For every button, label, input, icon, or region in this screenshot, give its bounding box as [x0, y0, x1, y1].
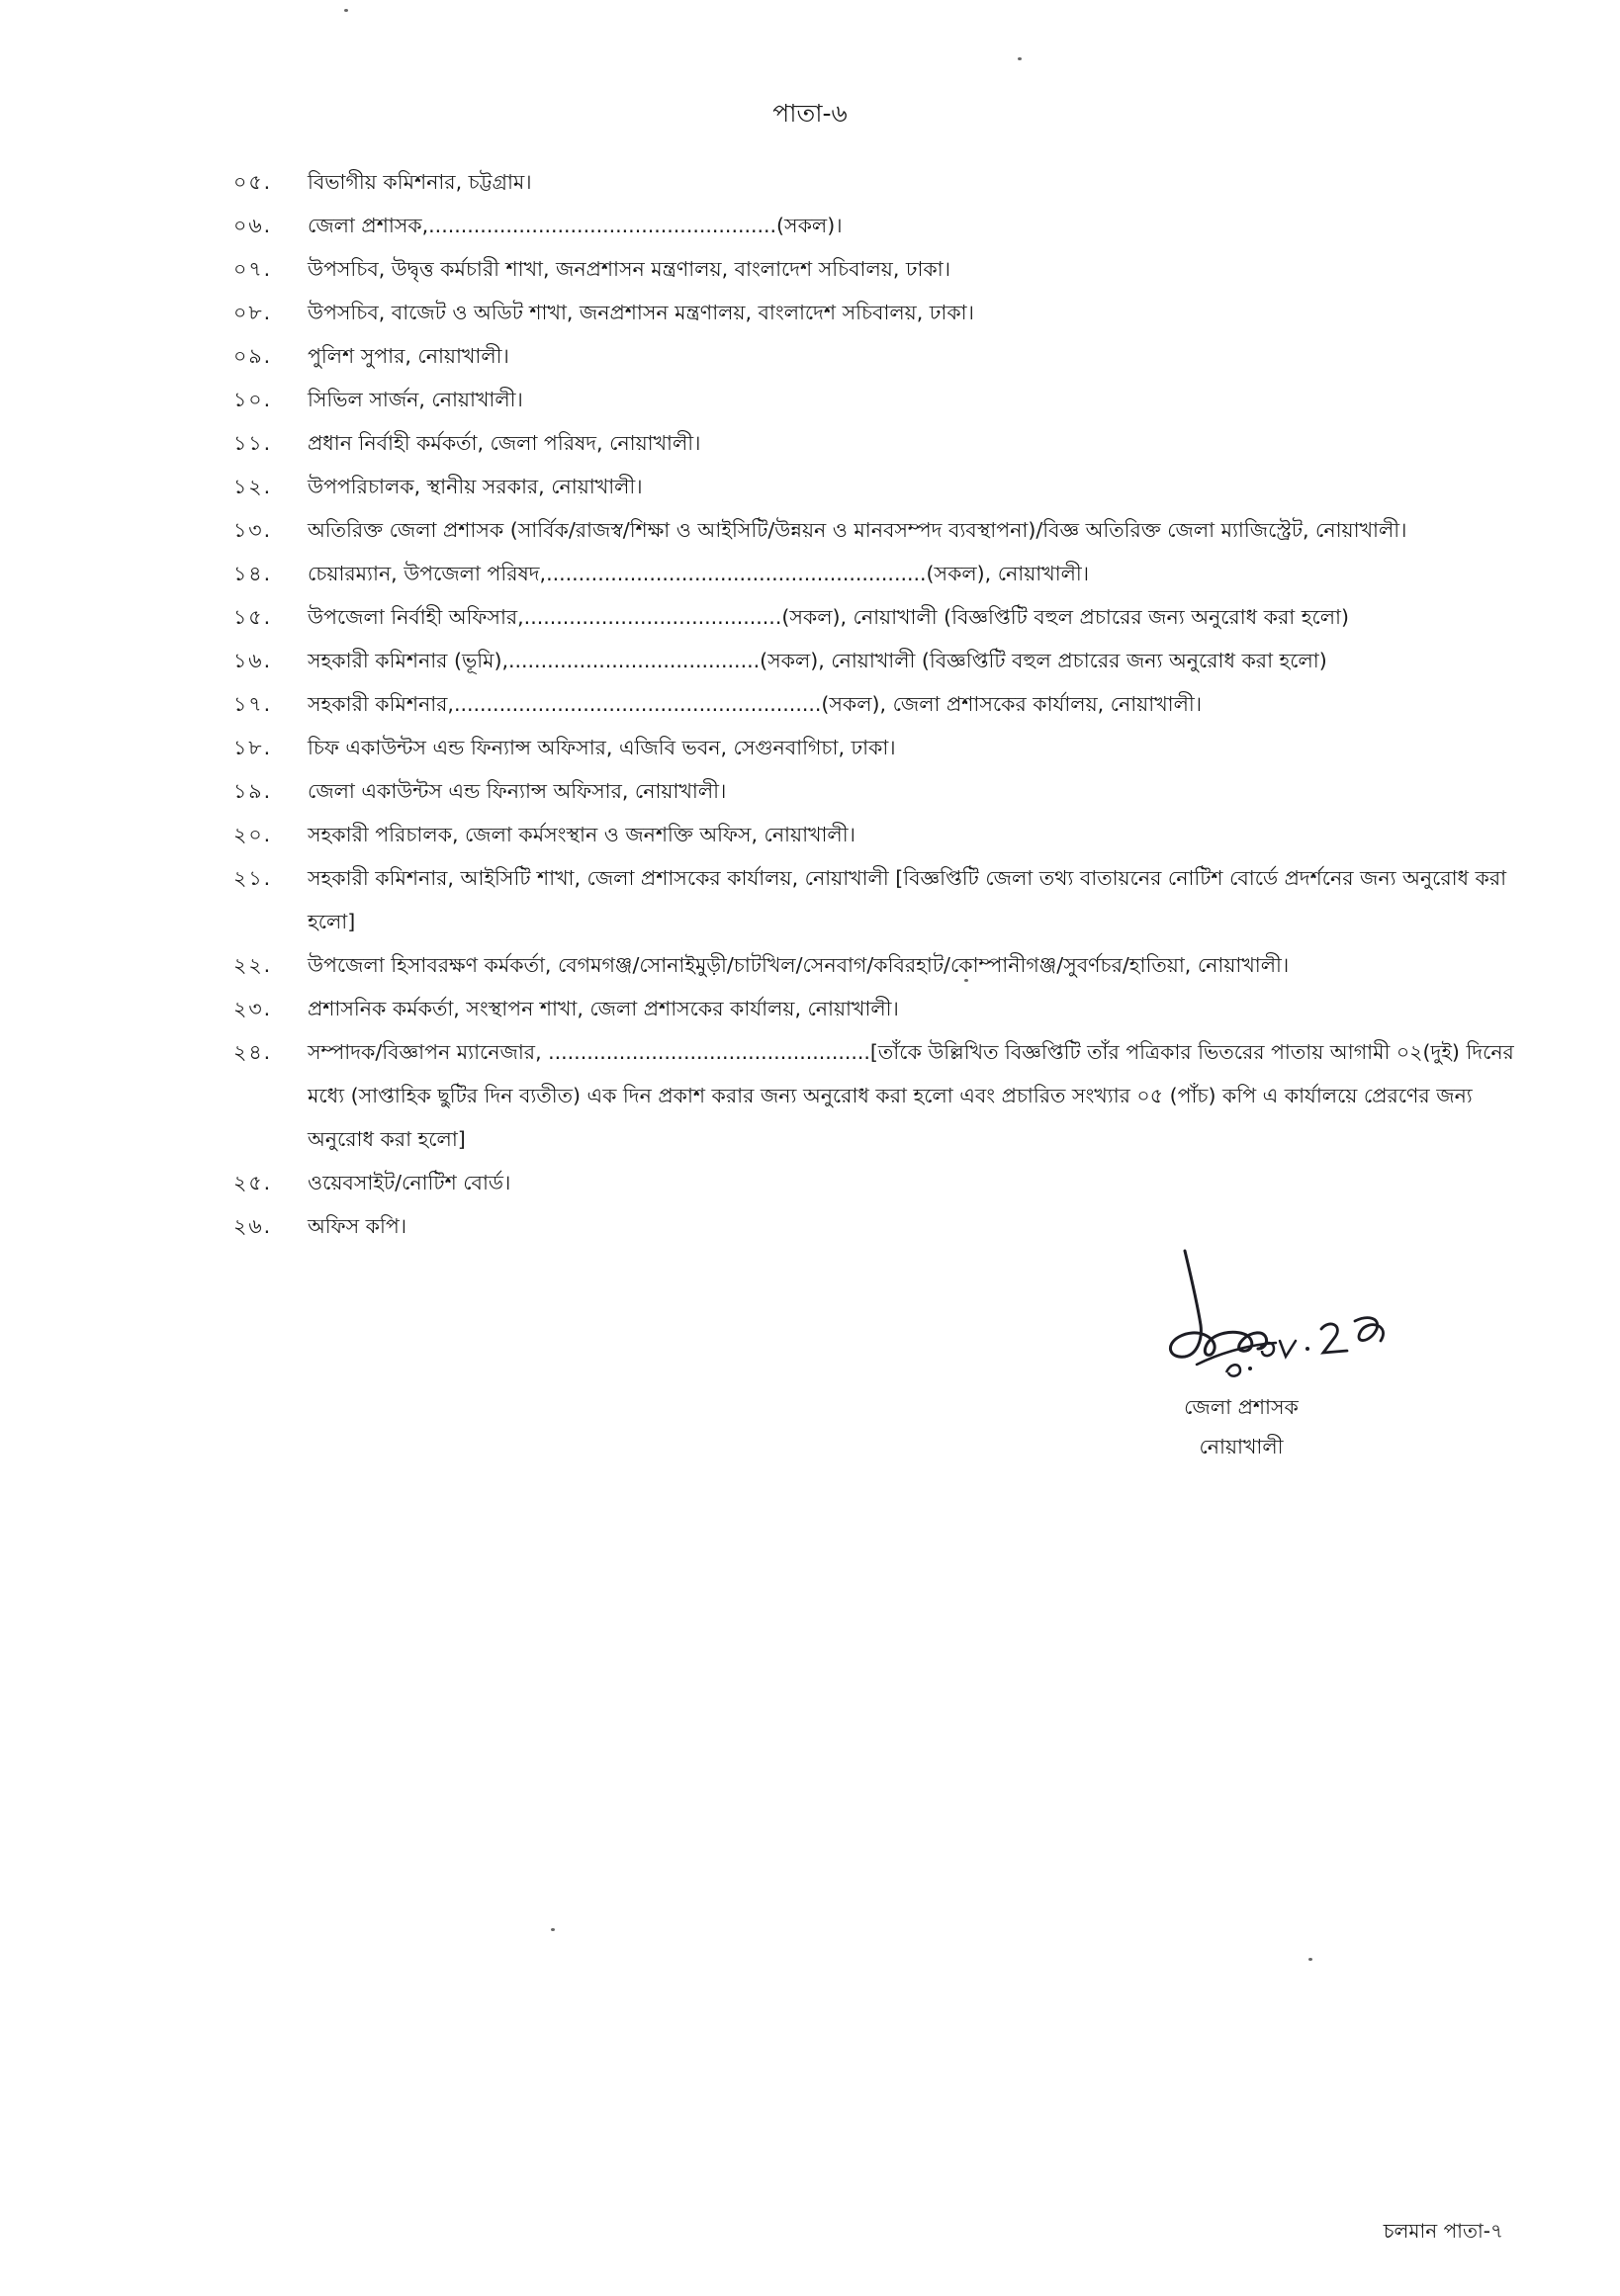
list-item: [233, 552, 1519, 595]
distribution-list: [233, 160, 1519, 1248]
handwritten-signature: [1157, 1246, 1414, 1384]
list-item: [233, 508, 1519, 552]
item-text: প্রধান নির্বাহী কর্মকর্তা, জেলা পরিষদ, নোয়াখালী।: [308, 431, 701, 455]
item-text: সহকারী কমিশনার (ভূমি),.......................................(সকল), নোয়াখালী (বিজ্ঞপ্তিটি বহুল প্রচারের জন্য অনুরোধ করা হলো): [308, 649, 1327, 672]
item-number: ২০.: [233, 823, 273, 846]
item-text: উপপরিচালক, স্থানীয় সরকার, নোয়াখালী।: [308, 475, 643, 498]
signatory-title: জেলা প্রশাসক: [1184, 1395, 1299, 1419]
list-item: [233, 769, 1519, 813]
signatory-place: নোয়াখালী: [1199, 1435, 1284, 1458]
item-number: ১৭.: [233, 692, 273, 716]
item-text: অফিস কপি।: [308, 1214, 407, 1238]
list-item: [233, 204, 1519, 247]
list-item: [233, 247, 1519, 291]
item-text: সহকারী কমিশনার,.........................................................(সকল), জেলা প্রশাসকের কার্যালয়, নোয়াখালী।: [308, 692, 1203, 716]
item-number: ০৭.: [233, 257, 273, 281]
list-item: [233, 1161, 1519, 1204]
list-item: [233, 1204, 1519, 1248]
list-item: [233, 421, 1519, 465]
item-text: উপসচিব, উদ্বৃত্ত কর্মচারী শাখা, জনপ্রশাসন মন্ত্রণালয়, বাংলাদেশ সচিবালয়, ঢাকা।: [308, 257, 951, 281]
item-text: চিফ একাউন্টস এন্ড ফিন্যান্স অফিসার, এজিবি ভবন, সেগুনবাগিচা, ঢাকা।: [308, 736, 896, 759]
item-number: ২৬.: [233, 1214, 273, 1238]
list-item: [233, 987, 1519, 1030]
item-number: ২২.: [233, 953, 273, 977]
page-title: পাতা-৬: [772, 99, 848, 128]
item-number: ১৯.: [233, 779, 273, 803]
item-number: ২১.: [233, 866, 273, 890]
item-text: বিভাগীয় কমিশনার, চট্টগ্রাম।: [308, 170, 532, 194]
item-text: সম্পাদক/বিজ্ঞাপন ম্যানেজার, ..................................................[তাঁকে উল্লিখিত বিজ্ঞপ্তিটি তাঁর পত্রিকার ভিতরের পাতায় আগামী ০২(দুই) দিনের মধ্যে (সাপ্তাহিক ছুটির দিন ব্যতীত) এক দিন প্রকাশ করার জন্য অনুরোধ করা হলো এবং প্রচারিত সংখ্যার ০৫ (পাঁচ) কপি এ কার্যালয়ে প্রেরণের জন্য অনুরোধ করা হলো]: [308, 1040, 1514, 1151]
list-item: [233, 465, 1519, 508]
list-item: [233, 856, 1519, 943]
scan-speck: [551, 1928, 555, 1931]
item-number: ১২.: [233, 475, 273, 498]
item-text: জেলা প্রশাসক,......................................................(সকল)।: [308, 214, 843, 237]
item-text: চেয়ারম্যান, উপজেলা পরিষদ,...........................................................(সকল), নোয়াখালী।: [308, 562, 1090, 585]
item-number: ১৬.: [233, 649, 273, 672]
list-item: [233, 378, 1519, 421]
item-number: ২৩.: [233, 997, 273, 1020]
item-number: ১১.: [233, 431, 273, 455]
item-number: ০৯.: [233, 344, 273, 368]
item-number: ১০.: [233, 388, 273, 411]
list-item: [233, 291, 1519, 334]
item-text: জেলা একাউন্টস এন্ড ফিন্যান্স অফিসার, নোয়াখালী।: [308, 779, 727, 803]
item-text: অতিরিক্ত জেলা প্রশাসক (সার্বিক/রাজস্ব/শিক্ষা ও আইসিটি/উন্নয়ন ও মানবসম্পদ ব্যবস্থাপনা)/বিজ্ঞ অতিরিক্ত জেলা ম্যাজিস্ট্রেট, নোয়াখালী।: [308, 518, 1407, 542]
item-text: ওয়েবসাইট/নোটিশ বোর্ড।: [308, 1171, 511, 1194]
list-item: [233, 943, 1519, 987]
item-text: উপসচিব, বাজেট ও অডিট শাখা, জনপ্রশাসন মন্ত্রণালয়, বাংলাদেশ সচিবালয়, ঢাকা।: [308, 301, 974, 324]
item-number: ২৪.: [233, 1040, 273, 1064]
item-number: ০৫.: [233, 170, 273, 194]
item-text: সহকারী কমিশনার, আইসিটি শাখা, জেলা প্রশাসকের কার্যালয়, নোয়াখালী [বিজ্ঞপ্তিটি জেলা তথ্য বাতায়নের নোটিশ বোর্ডে প্রদর্শনের জন্য অনুরোধ করা হলো]: [308, 866, 1507, 933]
item-number: ০৬.: [233, 214, 273, 237]
item-number: ১৪.: [233, 562, 273, 585]
list-item: [233, 595, 1519, 639]
item-text: উপজেলা হিসাবরক্ষণ কর্মকর্তা, বেগমগঞ্জ/সোনাইমুড়ী/চাটখিল/সেনবাগ/কবিরহাট/কোম্পানীগঞ্জ/সুবর্ণচর/হাতিয়া, নোয়াখালী।: [308, 953, 1290, 977]
list-item: [233, 1030, 1519, 1161]
item-text: উপজেলা নির্বাহী অফিসার,........................................(সকল), নোয়াখালী (বিজ্ঞপ্তিটি বহুল প্রচারের জন্য অনুরোধ করা হলো): [308, 605, 1349, 629]
item-number: ২৫.: [233, 1171, 273, 1194]
scan-speck: [1308, 1958, 1312, 1961]
continuation-footer: চলমান পাতা-৭: [1383, 2219, 1503, 2243]
item-text: সহকারী পরিচালক, জেলা কর্মসংস্থান ও জনশক্তি অফিস, নোয়াখালী।: [308, 823, 855, 846]
scan-speck: [344, 9, 348, 12]
list-item: [233, 334, 1519, 378]
list-item: [233, 160, 1519, 204]
list-item: [233, 682, 1519, 726]
list-item: [233, 813, 1519, 856]
item-text: পুলিশ সুপার, নোয়াখালী।: [308, 344, 509, 368]
scan-speck: [1018, 57, 1022, 60]
item-text: সিভিল সার্জন, নোয়াখালী।: [308, 388, 523, 411]
item-text: প্রশাসনিক কর্মকর্তা, সংস্থাপন শাখা, জেলা প্রশাসকের কার্যালয়, নোয়াখালী।: [308, 997, 899, 1020]
list-item: [233, 639, 1519, 682]
item-number: ১৩.: [233, 518, 273, 542]
scan-speck: [964, 979, 968, 982]
item-number: ১৫.: [233, 605, 273, 629]
list-item: [233, 726, 1519, 769]
item-number: ০৮.: [233, 301, 273, 324]
item-number: ১৮.: [233, 736, 273, 759]
